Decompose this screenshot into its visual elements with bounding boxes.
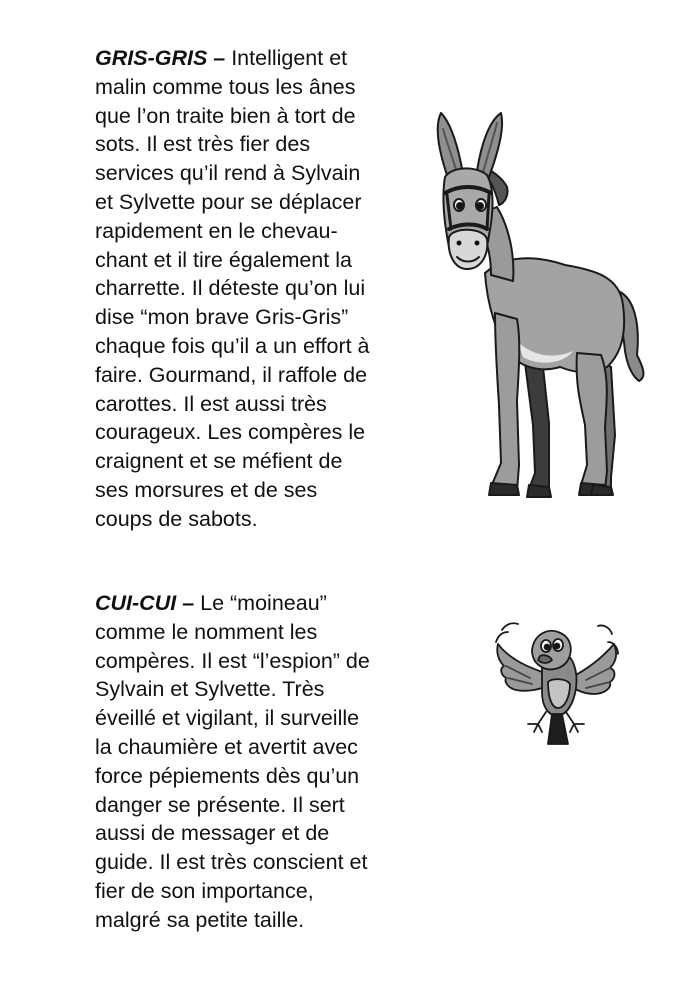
character-name: GRIS-GRIS [95,46,208,70]
entry-line: rapidement en le chevau- [95,218,338,243]
donkey-illustration-icon [425,105,660,515]
entry-line: comme le nomment les [95,619,318,644]
entry-line: guide. Il est très conscient et [95,850,368,875]
entry-line: dise “mon brave Gris-Gris” [95,305,349,330]
entry-line: malgré sa petite taille. [95,907,305,932]
sparrow-illustration-icon [490,620,625,750]
entry-line [95,44,425,73]
character-entry-cui-cui [95,589,425,935]
entry-line: coups de sabots. [95,506,258,531]
entry-line: services qu’il rend à Sylvain [95,161,361,186]
entry-line: Sylvain et Sylvette. Très [95,677,325,702]
entry-line: compères. Il est “l’espion” de [95,648,370,673]
character-name: CUI-CUI [95,591,177,615]
entry-line: que l’on traite bien à tort de [95,103,356,128]
name-separator: – [176,591,201,615]
entry-line: force pépiements dès qu’un [95,763,360,788]
entry-line: craignent et se méfient de [95,449,343,474]
entry-line: chant et il tire également la [95,247,352,272]
entry-line: faire. Gourmand, il raffole de [95,362,368,387]
entry-line: et Sylvette pour se déplacer [95,189,362,214]
entry-line: chaque fois qu’il a un effort à [95,333,370,358]
entry-line: ses morsures et de ses [95,477,318,502]
entry-line: éveillé et vigilant, il surveille [95,706,360,731]
entry-line: la chaumière et avertit avec [95,734,358,759]
character-entry-gris-gris [95,44,425,534]
entry-line: charrette. Il déteste qu’on lui [95,276,366,301]
entry-text: Le “moineau” [200,591,327,615]
entry-line: aussi de messager et de [95,821,330,846]
entry-line [95,589,425,618]
entry-line: malin comme tous les ânes [95,74,356,99]
entry-line: danger se présente. Il sert [95,792,345,817]
name-separator: – [207,46,232,70]
entry-text: Intelligent et [231,46,348,70]
entry-line: courageux. Les compères le [95,420,366,445]
entry-line: sots. Il est très fier des [95,132,311,157]
entry-line: fier de son importance, [95,878,314,903]
entry-line: carottes. Il est aussi très [95,391,327,416]
